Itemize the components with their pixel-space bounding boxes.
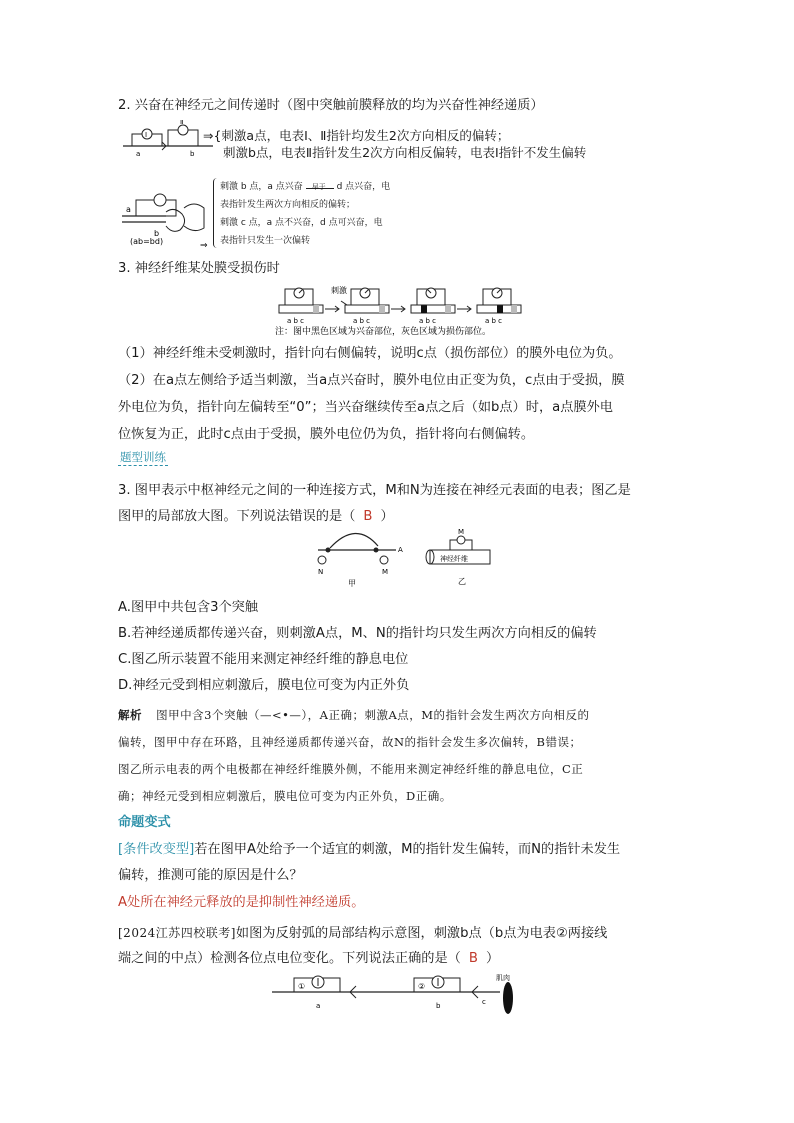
variant-heading: 命题变式 bbox=[118, 815, 171, 830]
explanation-line4: 确；神经元受到相应刺激后，膜电位可变为内正外负，D正确。 bbox=[118, 789, 452, 803]
section2-fig2-l4: 表指针只发生一次偏转 bbox=[220, 236, 311, 246]
variant-question-line1 bbox=[118, 837, 683, 863]
section3-p2-line2: 外电位为负，指针向左偏转至“0”；当兴奋继续传至a点之后（如b点）时，a点膜外电 bbox=[118, 400, 613, 415]
q3-line1: 3. 图甲表示中枢神经元之间的一种连接方式，M和N为连接在神经元表面的电表；图乙是 bbox=[118, 483, 631, 498]
svg-text:乙: 乙 bbox=[458, 577, 466, 586]
svg-text:肌肉: 肌肉 bbox=[496, 974, 510, 982]
svg-text:a b c: a b c bbox=[419, 317, 437, 325]
svg-text:b: b bbox=[190, 150, 195, 158]
q4-source: [2024江苏四校联考] bbox=[118, 926, 236, 940]
option-d: D.神经元受到相应刺激后，膜电位可变为内正外负 bbox=[118, 678, 410, 693]
svg-text:刺激: 刺激 bbox=[331, 286, 347, 295]
explanation-line2: 偏转，图甲中存在环路，且神经递质都传递兴奋，故N的指针会发生多次偏转，B错误； bbox=[118, 735, 582, 749]
svg-text:a: a bbox=[316, 1002, 321, 1010]
q4-answer: B bbox=[468, 951, 478, 966]
svg-text:a b c: a b c bbox=[353, 317, 371, 325]
q4-line2-close: ） bbox=[485, 951, 500, 966]
fig2-l1-text: 刺激 b 点，a 点兴奋 bbox=[220, 182, 303, 192]
fig2-over-text: 早于 bbox=[311, 183, 326, 191]
section2-brace bbox=[213, 178, 218, 248]
option-b: B.若神经递质都传递兴奋，则刺激A点，M、N的指针均只发生两次方向相反的偏转 bbox=[118, 626, 597, 641]
figure-q3 bbox=[308, 528, 513, 588]
q4-line1-text: 如图为反射弧的局部结构示意图，刺激b点（b点为电表②两接线 bbox=[235, 926, 608, 941]
svg-text:c: c bbox=[482, 998, 486, 1006]
svg-text:b: b bbox=[154, 229, 160, 238]
svg-text:神经纤维: 神经纤维 bbox=[440, 555, 468, 563]
q4-line1 bbox=[118, 920, 683, 947]
svg-text:a b c: a b c bbox=[485, 317, 503, 325]
figure-damaged-fiber bbox=[275, 283, 550, 337]
variant-question-text: 若在图甲A处给予一个适宜的刺激，M的指针发生偏转，而N的指针未发生 bbox=[194, 842, 621, 857]
variant-question-line2: 偏转，推测可能的原因是什么？ bbox=[118, 868, 303, 883]
section2-fig2-l3: 刺激 c 点，a 点不兴奋，d 点可兴奋，电 bbox=[220, 218, 383, 228]
svg-text:①: ① bbox=[298, 982, 306, 991]
figure-reflex-arc bbox=[268, 972, 528, 1022]
fig2-arrow bbox=[306, 183, 334, 191]
explanation-text1: 图甲中含3个突触（—<•—），A正确；刺激A点，M的指针会发生两次方向相反的 bbox=[156, 708, 590, 722]
svg-text:M: M bbox=[458, 528, 465, 536]
section2-line-b: 刺激b点，电表Ⅱ指针发生2次方向相反偏转，电表Ⅰ指针不发生偏转 bbox=[223, 145, 587, 160]
q4-line2 bbox=[118, 946, 683, 972]
figure-synapse-stimulus bbox=[118, 178, 218, 250]
variant-bracket: [条件改变型] bbox=[118, 842, 195, 857]
svg-text:Ⅱ: Ⅱ bbox=[180, 120, 184, 126]
explanation-line1 bbox=[118, 702, 683, 728]
svg-text:注：图中黑色区域为兴奋部位，灰色区域为损伤部位。: 注：图中黑色区域为兴奋部位，灰色区域为损伤部位。 bbox=[275, 327, 492, 337]
svg-text:Ⅰ: Ⅰ bbox=[145, 131, 148, 139]
section3-p2-line1: （2）在a点左侧给予适当刺激，当a点兴奋时，膜外电位由正变为负，c点由于受损，膜 bbox=[118, 373, 625, 388]
svg-text:N: N bbox=[318, 568, 324, 576]
training-tag-wrap bbox=[118, 448, 683, 468]
svg-text:②: ② bbox=[418, 982, 426, 991]
svg-text:(ab=bd): (ab=bd) bbox=[130, 237, 164, 246]
option-c: C.图乙所示装置不能用来测定神经纤维的静息电位 bbox=[118, 652, 409, 667]
q3-line2 bbox=[118, 504, 683, 530]
svg-text:M: M bbox=[382, 568, 389, 576]
svg-text:⇒: ⇒ bbox=[200, 241, 208, 250]
option-a: A.图甲中共包含3个突触 bbox=[118, 600, 259, 615]
svg-text:a b c: a b c bbox=[287, 317, 305, 325]
svg-text:b: b bbox=[436, 1002, 441, 1010]
explanation-line3: 图乙所示电表的两个电极都在神经纤维膜外侧，不能用来测定神经纤维的静息电位，C正 bbox=[118, 762, 584, 776]
q4-line2-text: 端之间的中点）检测各位点电位变化。下列说法正确的是（ bbox=[118, 951, 461, 966]
q3-line2-text: 图甲的局部放大图。下列说法错误的是（ bbox=[118, 509, 356, 524]
q3-answer: B bbox=[363, 509, 373, 524]
section3-p2-line3: 位恢复为正，此时c点由于受损，膜外电位仍为负，指针将向右侧偏转。 bbox=[118, 427, 535, 442]
q3-line2-close: ） bbox=[380, 509, 394, 524]
section2-fig2-l1 bbox=[220, 178, 785, 196]
training-tag: 题型训练 bbox=[120, 450, 166, 464]
section2-heading: 2. 兴奋在神经元之间传递时（图中突触前膜释放的均为兴奋性神经递质） bbox=[118, 98, 544, 113]
section3-heading: 3. 神经纤维某处膜受损伤时 bbox=[118, 261, 280, 276]
svg-text:甲: 甲 bbox=[348, 579, 356, 588]
svg-text:A: A bbox=[398, 546, 403, 554]
section2-line-a: ⇒{刺激a点，电表Ⅰ、Ⅱ指针均发生2次方向相反的偏转； bbox=[203, 128, 510, 143]
variant-answer: A处所在神经元释放的是抑制性神经递质。 bbox=[118, 895, 365, 910]
svg-text:a: a bbox=[136, 150, 141, 158]
section3-p1: （1）神经纤维未受刺激时，指针向右侧偏转，说明c点（损伤部位）的膜外电位为负。 bbox=[118, 346, 622, 361]
explanation-label: 解析 bbox=[118, 708, 142, 722]
fig2-l1-end: d 点兴奋，电 bbox=[336, 182, 391, 192]
section2-fig2-l2: 表指针发生两次方向相反的偏转； bbox=[220, 200, 356, 210]
svg-text:a: a bbox=[126, 205, 131, 214]
